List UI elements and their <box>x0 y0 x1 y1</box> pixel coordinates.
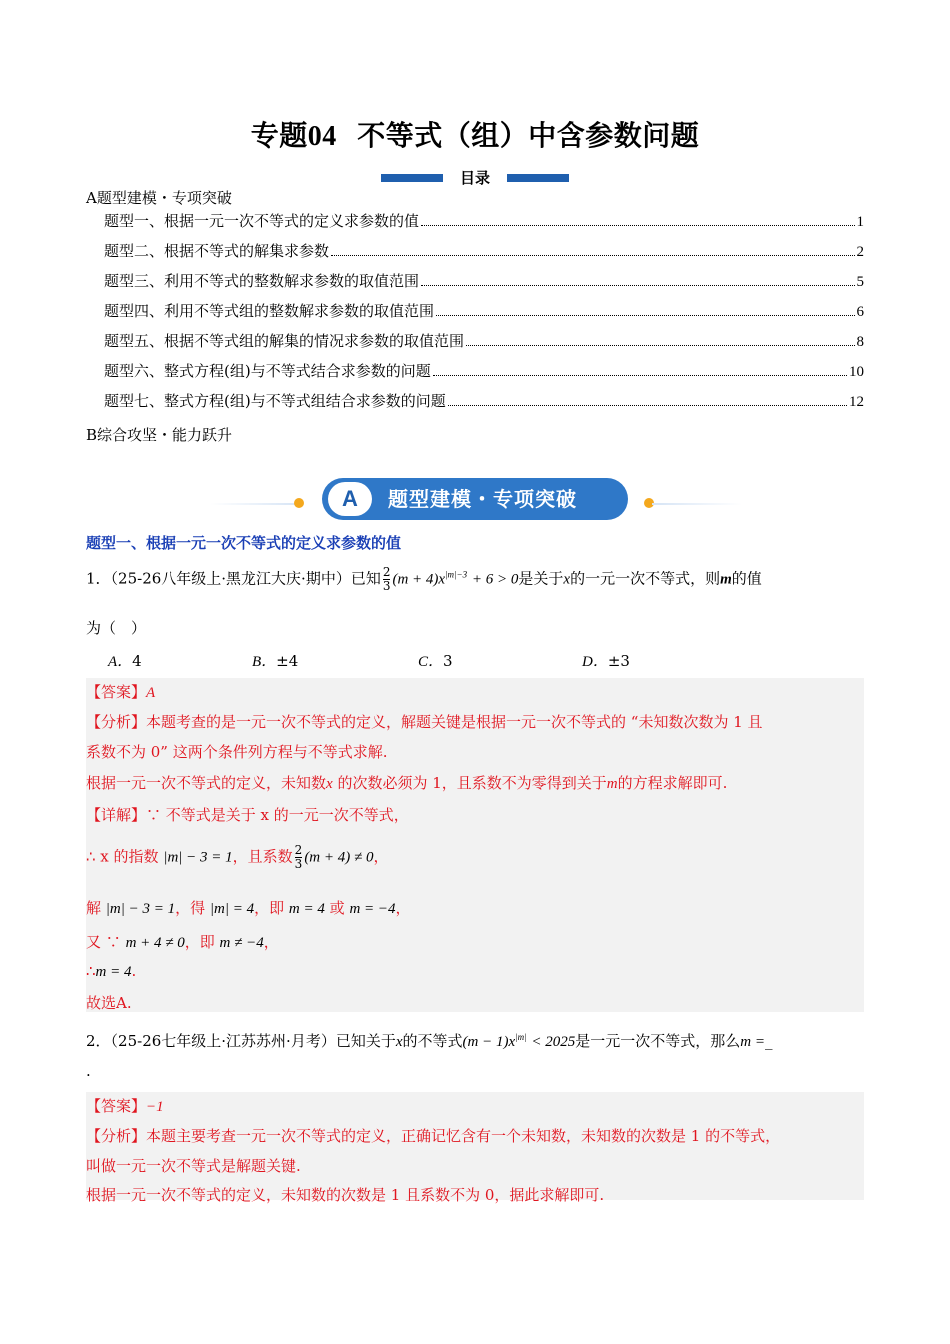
toc-section-b[interactable]: B综合攻坚・能力跃升 <box>86 426 233 444</box>
q1-answer-box <box>86 678 864 1012</box>
q1-detail-l3: 解 |m| − 3 = 1，得 |m| = 4，即 m = 4 或 m = −4， <box>86 899 411 917</box>
q1-text: 是关于 <box>518 569 564 588</box>
toc-item-5[interactable] <box>104 330 864 351</box>
toc-item-page: 6 <box>856 304 864 320</box>
toc-item-label: 题型一、根据一元一次不等式的定义求参数的值 <box>104 212 420 230</box>
q2-blank[interactable]: _ <box>764 1032 773 1050</box>
banner-letter: A <box>328 482 372 516</box>
q2-analysis-l3: 根据一元一次不等式的定义，未知数的次数是 1 且系数不为 0，据此求解即可. <box>86 1186 605 1204</box>
q2-stem-line2: . <box>86 1062 91 1080</box>
title-number: 04 <box>307 121 337 152</box>
q2-analysis-l2: 叫做一元一次不等式是解题关键. <box>86 1157 301 1175</box>
q2-exponent: |m| <box>515 1032 527 1042</box>
toc-item-2[interactable] <box>104 240 864 261</box>
q1-expression: (m + 4)x <box>392 571 446 588</box>
q1-text: 的一元一次不等式，则 <box>570 569 721 588</box>
toc-item-label: 题型五、根据不等式组的解集的情况求参数的取值范围 <box>104 332 465 350</box>
q1-detail-l2: ∴ x 的指数 |m| − 3 = 1，且系数 $\frac{2}{3}$ (m + 4) ≠ 0， <box>86 843 389 871</box>
banner-text: 题型建模・专项突破 <box>388 487 577 511</box>
q1-option-d[interactable]: D．±3 <box>582 652 630 670</box>
toc-item-label: 题型二、根据不等式的解集求参数 <box>104 242 330 260</box>
q2-number: 2． <box>86 1032 111 1050</box>
q2-expression: (m − 1)x <box>462 1034 516 1050</box>
toc-item-6[interactable] <box>104 360 864 381</box>
page-title <box>0 114 950 154</box>
banner-line-left <box>210 503 300 505</box>
toc-item-4[interactable] <box>104 300 864 321</box>
q2-expression-tail: < 2025 <box>531 1034 576 1050</box>
q1-detail-l4: 又 ∵ m + 4 ≠ 0，即 m ≠ −4， <box>86 933 279 951</box>
q2-var-x: x <box>395 1034 403 1050</box>
q2-stem <box>86 1030 772 1051</box>
toc-item-label: 题型七、整式方程(组)与不等式组结合求参数的问题 <box>104 392 446 410</box>
q1-answer: 【答案】A <box>86 683 156 701</box>
q1-stem <box>86 566 762 593</box>
q1-option-a[interactable]: A．4 <box>108 652 142 670</box>
q1-number: 1． <box>86 569 111 588</box>
q1-analysis-l1: 【分析】本题考查的是一元一次不等式的定义，解题关键是根据一元一次不等式的 “未知数次数为 1 且 <box>86 713 763 731</box>
q2-source: （25-26七年级上·江苏苏州·月考）已知关于 <box>110 1032 396 1050</box>
q2-text: 是一元一次不等式，那么 <box>575 1032 741 1050</box>
toc-item-page: 8 <box>856 334 864 350</box>
q1-option-b[interactable]: B．±4 <box>252 652 299 670</box>
toc-item-page: 1 <box>856 214 864 230</box>
toc-item-page: 5 <box>856 274 864 290</box>
q1-var-m: m <box>720 571 732 588</box>
toc-heading: 目录 <box>459 169 490 187</box>
q1-option-c[interactable]: C．3 <box>418 652 453 670</box>
toc-item-label: 题型三、利用不等式的整数解求参数的取值范围 <box>104 272 420 290</box>
q1-text: 的值 <box>731 569 762 588</box>
toc-item-1[interactable] <box>104 210 864 231</box>
title-rest: 不等式（组）中含参数问题 <box>357 119 700 152</box>
q1-source: （25-26八年级上·黑龙江大庆·期中）已知 <box>110 569 381 588</box>
toc-item-label: 题型四、利用不等式组的整数解求参数的取值范围 <box>104 302 435 320</box>
q1-expression-tail: + 6 > 0 <box>471 571 519 588</box>
q1-detail-l5: ∴m = 4. <box>86 962 137 980</box>
q2-analysis-l1: 【分析】本题主要考查一元一次不等式的定义，正确记忆含有一个未知数，未知数的次数是 1 的不等式， <box>86 1127 781 1145</box>
banner-line-right <box>652 503 742 505</box>
title-prefix: 专题 <box>250 119 308 152</box>
toc-item-page: 12 <box>849 394 864 410</box>
banner-dot-left <box>294 498 304 508</box>
q1-detail-l6: 故选A. <box>86 994 132 1012</box>
q1-var-x: x <box>563 571 571 588</box>
q1-stem-line2: 为（ ） <box>86 619 147 637</box>
q1-analysis-l3: 根据一元一次不等式的定义，未知数x 的次数必须为 1，且系数不为零得到关于m的方程求解即可. <box>86 774 728 792</box>
q2-answer-box <box>86 1092 864 1204</box>
toc-item-page: 10 <box>849 364 864 380</box>
toc-item-label: 题型六、整式方程(组)与不等式结合求参数的问题 <box>104 362 431 380</box>
q2-answer: 【答案】−1 <box>86 1097 164 1115</box>
toc-section-a[interactable]: A题型建模・专项突破 <box>86 189 232 207</box>
q2-var-m: m = <box>740 1034 765 1050</box>
toc-item-3[interactable] <box>104 270 864 291</box>
q1-fraction: $\frac{2}{3}$ <box>382 565 391 593</box>
q1-exponent: |m|−3 <box>445 569 468 580</box>
q1-detail-l1: 【详解】∵ 不等式是关于 x 的一元一次不等式， <box>86 806 409 824</box>
q2-text: 的不等式 <box>402 1032 463 1050</box>
section-heading: 题型一、根据一元一次不等式的定义求参数的值 <box>86 534 402 552</box>
q1-analysis-l2: 系数不为 0” 这两个条件列方程与不等式求解. <box>86 743 388 761</box>
section-banner <box>322 478 628 520</box>
toc-item-page: 2 <box>856 244 864 260</box>
toc-item-7[interactable] <box>104 390 864 411</box>
